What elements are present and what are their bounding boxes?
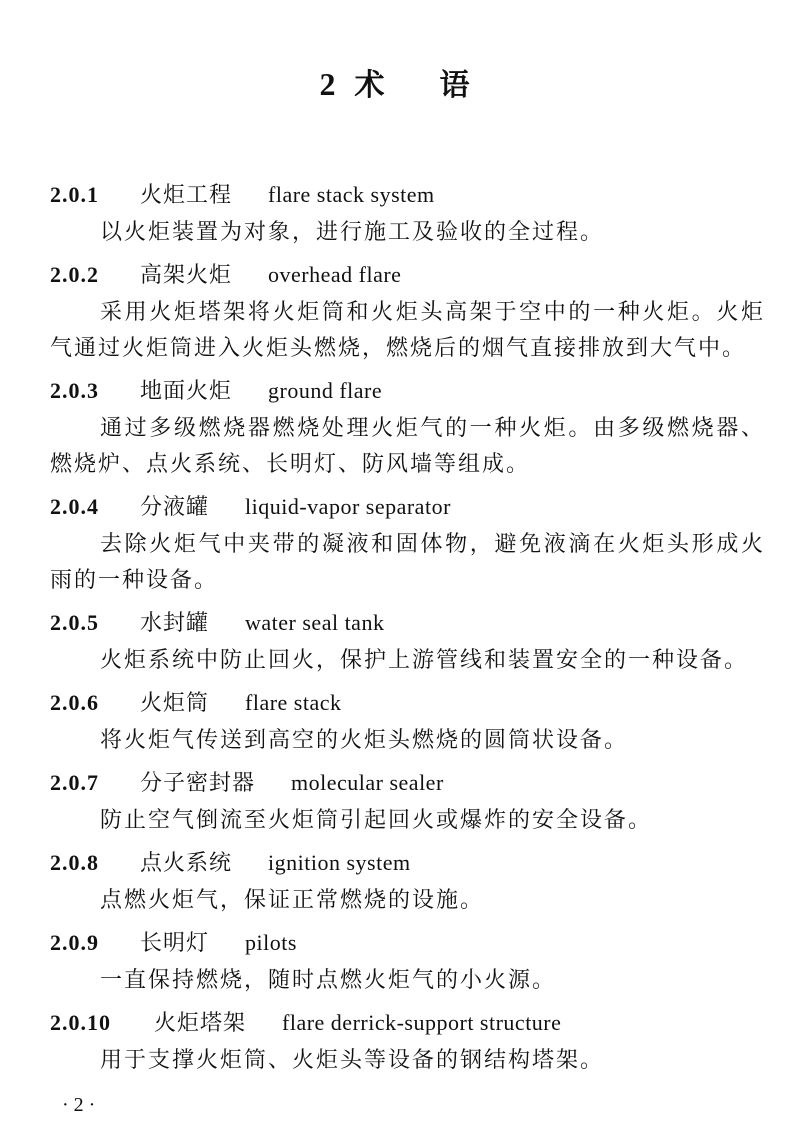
term-chinese: 点火系统: [140, 851, 233, 876]
term-heading: [50, 683, 765, 723]
term-definition: 用于支撑火炬筒、火炬头等设备的钢结构塔架。: [100, 1048, 605, 1073]
chapter-title-word-2: 语: [439, 68, 471, 103]
chapter-number: 2: [319, 66, 337, 102]
term-2-0-9: [50, 923, 765, 999]
term-heading: [50, 603, 765, 643]
term-2-0-3: [50, 371, 765, 483]
term-2-0-7: [50, 763, 765, 839]
term-definition: 去除火炬气中夹带的凝液和固体物，避免液滴在火炬头形成火雨的一种设备。: [50, 532, 765, 593]
term-code: 2.0.1: [50, 182, 99, 207]
term-definition: 采用火炬塔架将火炬筒和火炬头高架于空中的一种火炬。火炬气通过火炬筒进入火炬头燃烧，燃烧后的烟气直接排放到大气中。: [50, 300, 765, 361]
term-english: flare derrick-support structure: [282, 1010, 562, 1035]
term-heading: [50, 923, 765, 963]
term-heading: [50, 175, 765, 215]
term-2-0-2: [50, 255, 765, 367]
term-chinese: 分子密封器: [140, 771, 256, 796]
term-definition: 将火炬气传送到高空的火炬头燃烧的圆筒状设备。: [100, 728, 629, 753]
term-heading: [50, 843, 765, 883]
term-heading: [50, 1003, 765, 1043]
term-chinese: 地面火炬: [140, 379, 233, 404]
term-definition: 以火炬装置为对象，进行施工及验收的全过程。: [100, 220, 605, 245]
term-chinese: 高架火炬: [140, 263, 233, 288]
term-2-0-10: [50, 1003, 765, 1079]
term-code: 2.0.3: [50, 378, 99, 403]
term-english: liquid-vapor separator: [245, 494, 451, 519]
term-definition: 防止空气倒流至火炬筒引起回火或爆炸的安全设备。: [100, 808, 653, 833]
term-chinese: 火炬塔架: [154, 1011, 247, 1036]
term-definition: 一直保持燃烧，随时点燃火炬气的小火源。: [100, 968, 557, 993]
term-chinese: 分液罐: [140, 495, 210, 520]
term-2-0-1: [50, 175, 765, 251]
term-chinese: 火炬工程: [140, 183, 233, 208]
term-definition: 点燃火炬气，保证正常燃烧的设施。: [100, 888, 485, 913]
term-2-0-5: [50, 603, 765, 679]
term-code: 2.0.7: [50, 770, 99, 795]
page-number: · 2 ·: [62, 1094, 96, 1116]
term-english: ground flare: [268, 378, 383, 403]
term-english: flare stack system: [268, 182, 435, 207]
term-list: [50, 175, 765, 1083]
term-code: 2.0.5: [50, 610, 99, 635]
term-code: 2.0.10: [50, 1010, 111, 1035]
term-english: ignition system: [268, 850, 411, 875]
term-english: water seal tank: [245, 610, 385, 635]
term-english: flare stack: [245, 690, 342, 715]
term-chinese: 火炬筒: [140, 691, 210, 716]
term-code: 2.0.4: [50, 494, 99, 519]
term-definition: 通过多级燃烧器燃烧处理火炬气的一种火炬。由多级燃烧器、燃烧炉、点火系统、长明灯、防风墙等组成。: [50, 416, 765, 477]
term-heading: [50, 487, 765, 527]
term-english: molecular sealer: [291, 770, 444, 795]
term-chinese: 水封罐: [140, 611, 210, 636]
term-english: overhead flare: [268, 262, 402, 287]
term-definition: 火炬系统中防止回火，保护上游管线和装置安全的一种设备。: [100, 648, 749, 673]
term-heading: [50, 371, 765, 411]
term-code: 2.0.2: [50, 262, 99, 287]
term-2-0-8: [50, 843, 765, 919]
term-heading: [50, 763, 765, 803]
term-code: 2.0.8: [50, 850, 99, 875]
term-code: 2.0.6: [50, 690, 99, 715]
chapter-title: [0, 60, 790, 104]
term-code: 2.0.9: [50, 930, 99, 955]
term-2-0-4: [50, 487, 765, 599]
term-english: pilots: [245, 930, 297, 955]
term-chinese: 长明灯: [140, 931, 210, 956]
term-2-0-6: [50, 683, 765, 759]
chapter-title-word-1: 术: [354, 68, 386, 103]
term-heading: [50, 255, 765, 295]
